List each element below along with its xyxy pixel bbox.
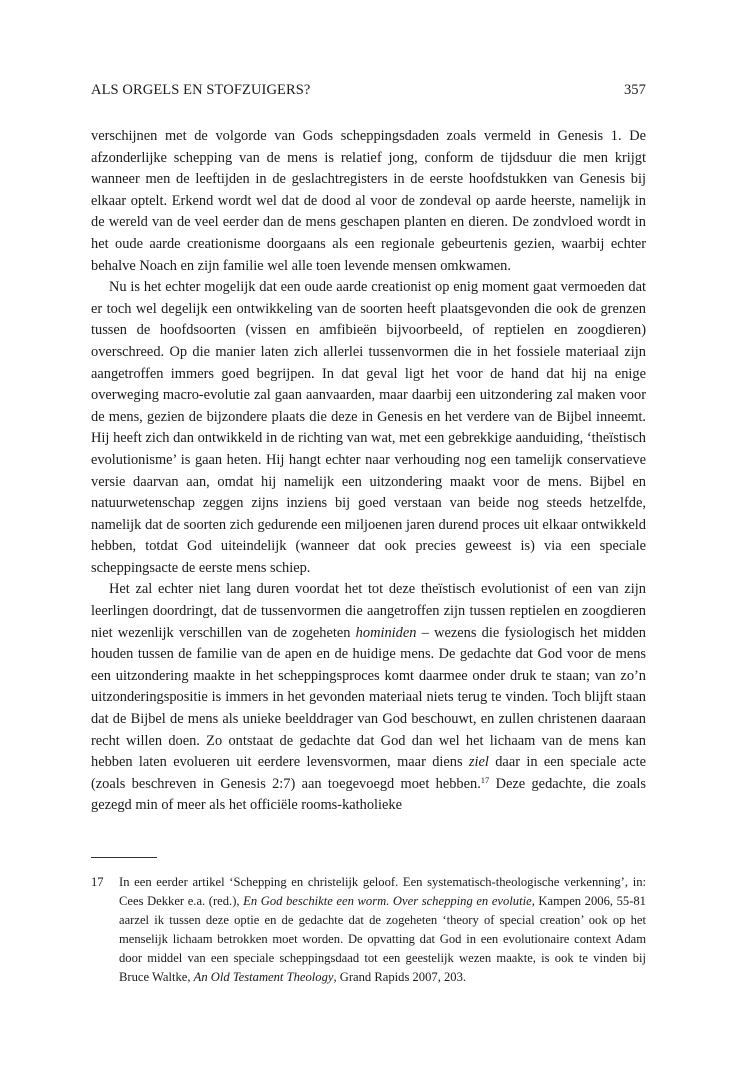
footnote-title-book: En God beschikte een worm. Over schepping en evolutie [243,894,532,908]
running-title: ALS ORGELS EN STOFZUIGERS? [91,82,311,98]
paragraph-3-text-c: daar in een speciale acte (zoals beschreven in Genesis 2:7) aan toegevoegd moet hebben. [91,754,647,792]
footnote-text-c: , Grand Rapids 2007, 203. [333,970,467,984]
footnote-number: 17 [91,875,104,889]
paragraph-1: verschijnen met de volgorde van Gods scheppingsdaden zoals vermeld in Genesis 1. De afzonderlijke schepping van de mens is relatief jong, conform de tijdsduur die men krijgt wanneer men de leeftijden in de geslachtregisters in de eerste hoofdstukken van Genesis bij elkaar optelt. Erkend wordt wel dat de dood al voor de zondeval op aarde heerste, namelijk in de wereld van de veel eerder dan de mens geschapen planten en dieren. De zondvloed wordt in het oude aarde creationisme doorgaans als een regionale gebeurtenis gezien, waarbij echter behalve Noach en zijn familie wel alle toen levende mensen omkwamen. [91,128,646,274]
term-hominiden: hominiden [355,624,417,641]
footnote-text-a: In een eerder artikel ‘Schepping en christelijk geloof. Een systematisch-theologische verkenning’, in: Cees Dekker e.a. (red.), [119,875,646,908]
running-header [91,80,646,100]
paragraph-3-text-a: Het zal echter niet lang duren voordat het tot deze theïstisch evolutionist of een van zijn leerlingen doordringt, dat de tussenvormen die aangetroffen zijn tussen reptielen en zoogdieren niet wezenlijk verschillen van de zogeheten [91,581,646,641]
body-text [91,126,646,817]
paragraph-3-text-b: – wezens die fysiologisch het midden houden tussen de familie van de apen en de huidige mens. De gedachte dat God voor de mens een uitzondering maakte in het scheppingsproces komt daarmee onder druk te staan; van zo’n uitzonderingspositie is immers in het gevonden materiaal niets terug te vinden. Toch blijft staan dat de Bijbel de mens als unieke beelddrager van God beschouwt, en zullen christenen daaraan recht willen doen. Zo ontstaat de gedachte dat God dan wel het lichaam van de mens kan hebben laten evolueren uit eerdere levensvormen, maar diens [91,624,646,771]
paragraph-2: Nu is het echter mogelijk dat een oude aarde creationist op enig moment gaat vermoeden dat er toch wel degelijk een ontwikkeling van de soorten heeft plaatsgevonden die ook de grenzen tussen de hoofdsoorten (vissen en amfibieën bijvoorbeeld, of reptielen en zoogdieren) overschreed. Op die manier laten zich allerlei tussenvormen die in het fossiele materiaal zijn aangetroffen immers goed begrijpen. In dat geval ligt het voor de hand dat hij na enige overweging macro-evolutie zal gaan aanvaarden, maar daarbij een uitzondering zal maken voor de mens, gezien de bijzondere plaats die deze in Genesis en het verdere van de Bijbel inneemt. Hij heeft zich dan ontwikkeld in de richting van wat, met een gebrekkige aanduiding, ‘theïstisch evolutionisme’ is gaan heten. Hij hangt echter naar verhouding nog een tamelijk conservatieve versie daarvan aan, omdat hij namelijk een uitzondering maakt voor de mens. Bijbel en natuurwetenschap zeggen zijns inziens bij goed verstaan van beide nog steeds hetzelfde, namelijk dat de soorten zich gedurende een miljoenen jaren durend proces uit elkaar ontwikkeld hebben, totdat God uiteindelijk (wanneer dat ook precies geweest is) via een speciale scheppingsacte de eerste mens schiep. [91,279,646,576]
paragraph-3-text-d: Deze gedachte, die zoals gezegd min of meer als het officiële rooms-katholieke [91,775,647,814]
page-number: 357 [623,82,646,98]
footnote-reference[interactable]: 17 [480,774,490,785]
footnote-title-theology: An Old Testament Theology [193,970,334,984]
paragraph-3 [91,579,646,817]
footnote-17 [91,873,646,987]
footnote-text-b: , Kampen 2006, 55-81 aarzel ik tussen deze optie en de gedachte dat de zogeheten ‘theory of special creation’ ook op het menselijk lichaam betrokken moet worden. De opvatting dat God in een evolutionaire context Adam door middel van een speciale scheppingsdaad tot een geestelijk wezen maakte, is ook te vinden bij Bruce Waltke, [119,894,646,984]
term-ziel: ziel [468,754,489,771]
footnote-separator [91,857,157,858]
footnote-text [119,873,646,987]
